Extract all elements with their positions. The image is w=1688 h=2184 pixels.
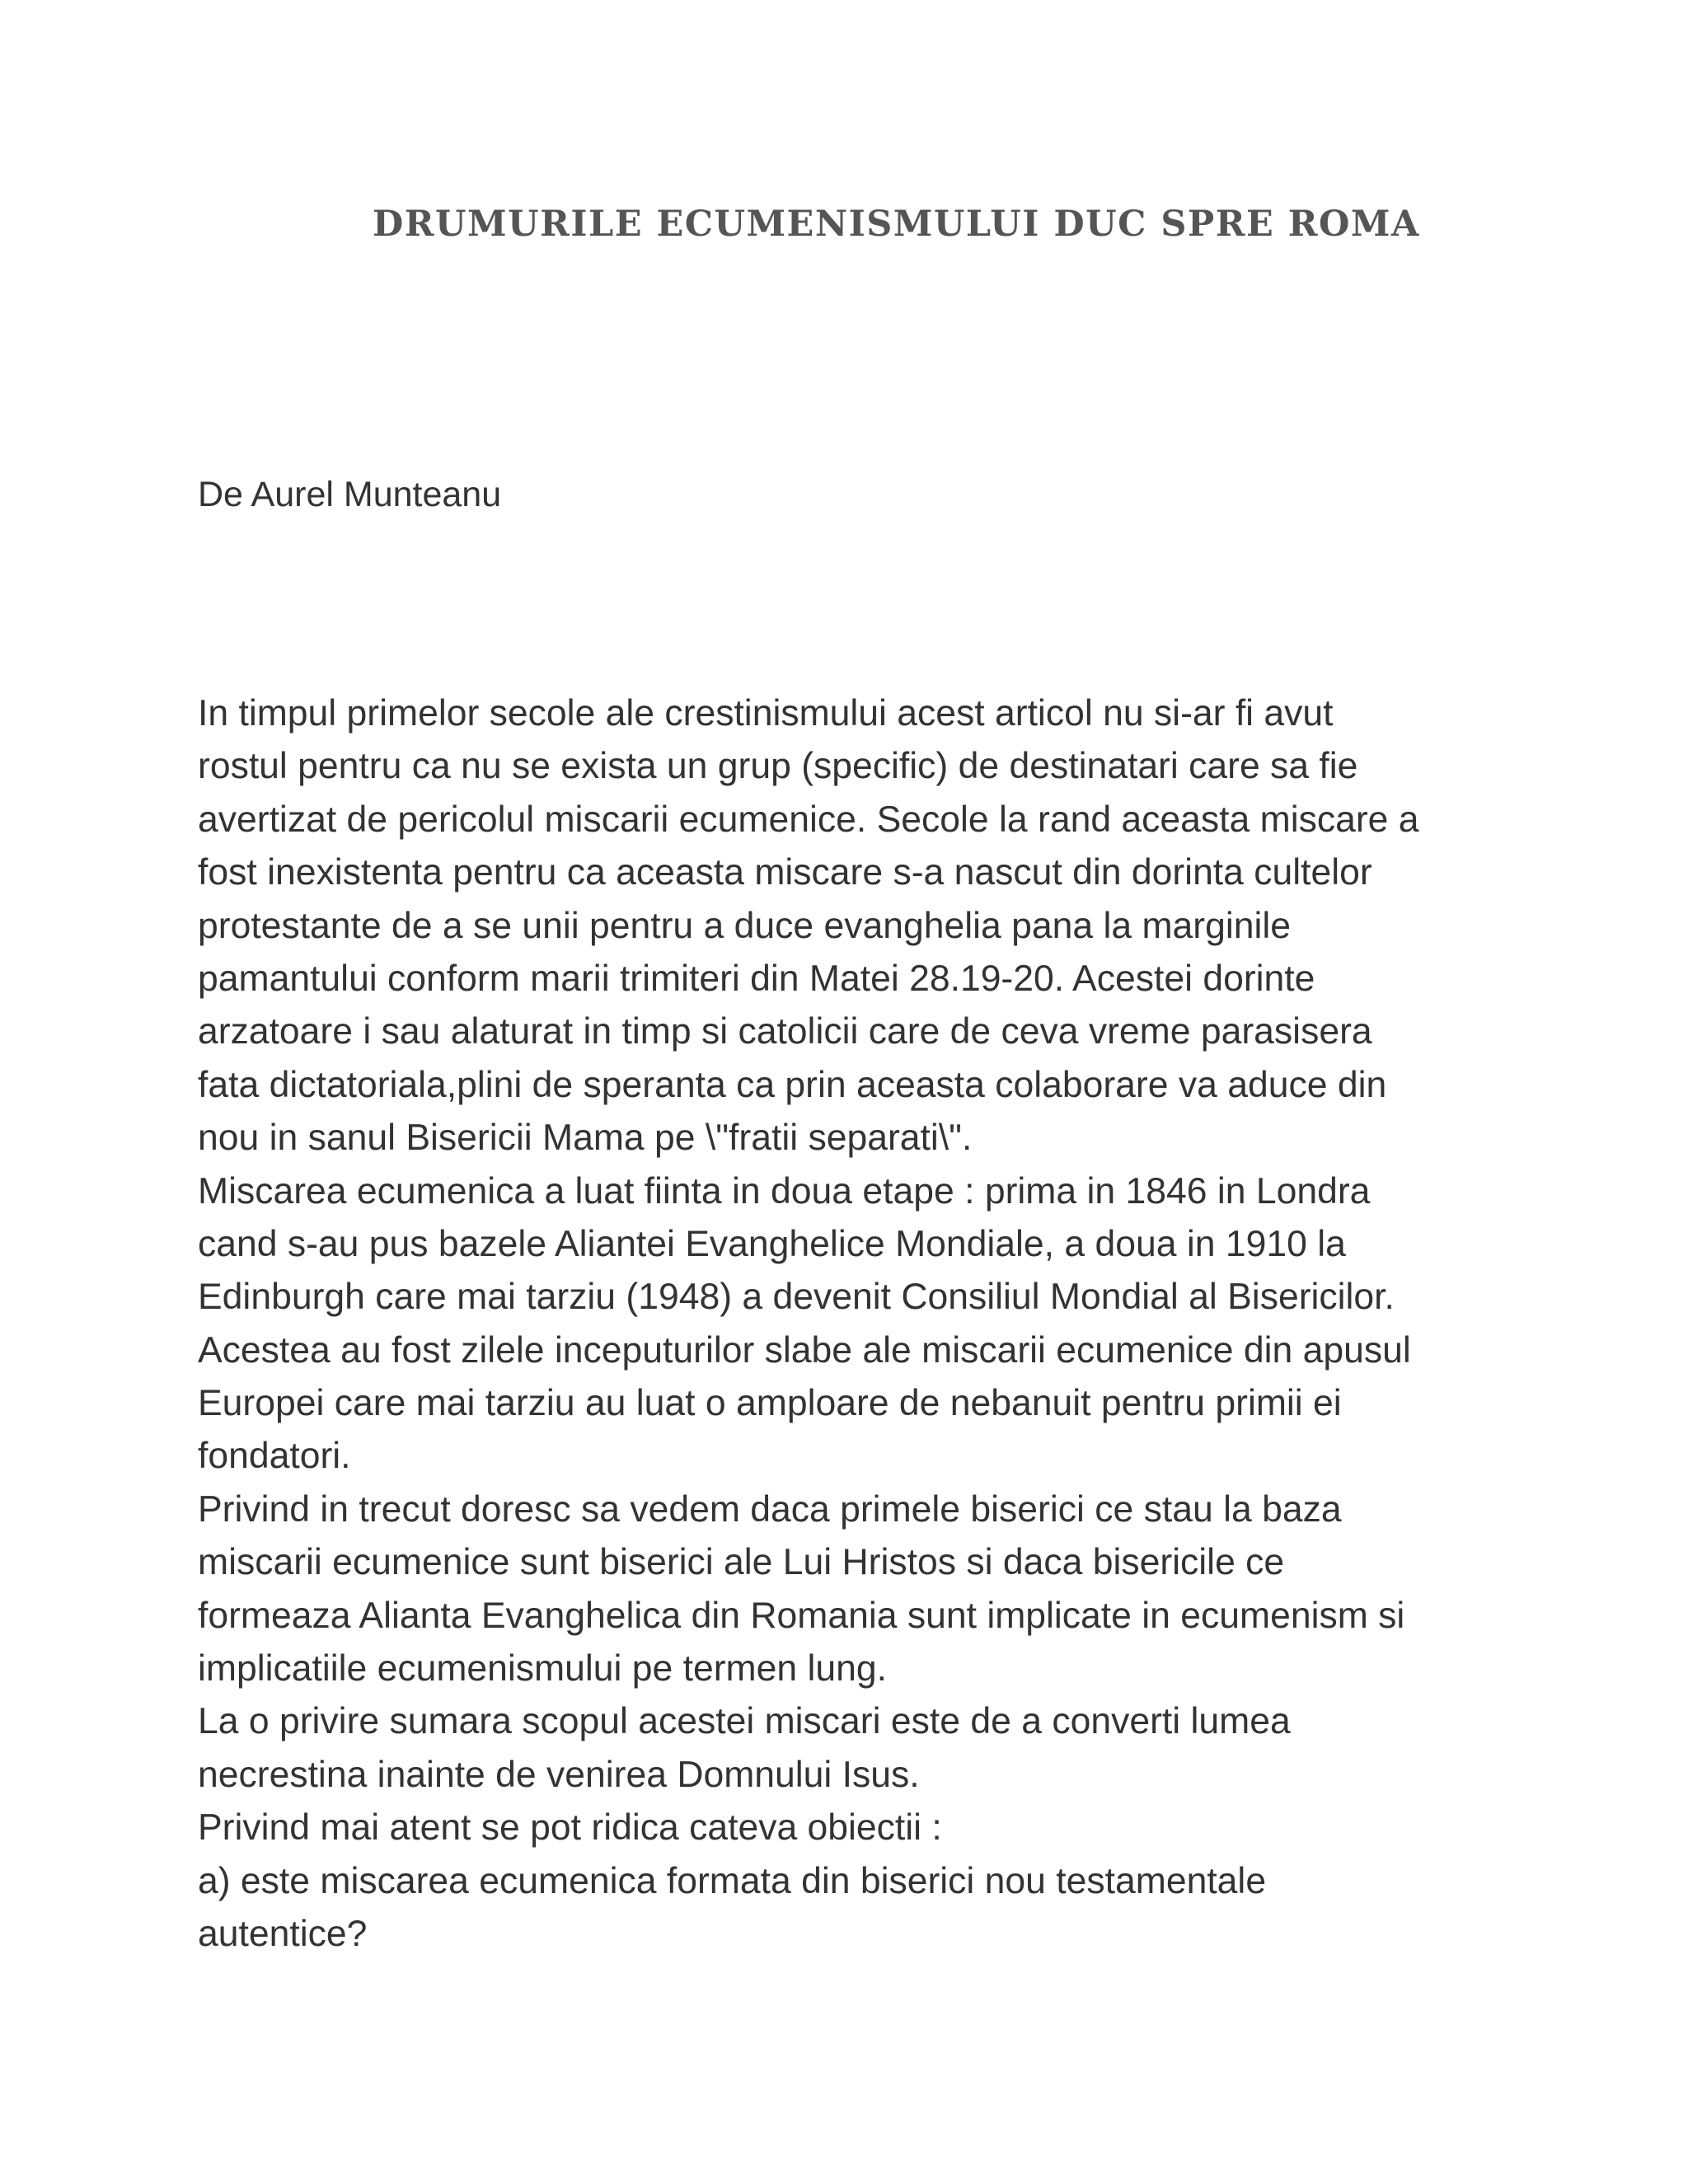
- body-line: formeaza Alianta Evanghelica din Romania sunt implicate in ecumenism si: [198, 1595, 1405, 1636]
- document-title: DRUMURILE ECUMENISMULUI DUC SPRE ROMA: [373, 204, 1420, 245]
- body-line: fondatori.: [198, 1436, 351, 1477]
- document-author: De Aurel Munteanu: [198, 475, 502, 514]
- body-line: Miscarea ecumenica a luat fiinta in doua etape : prima in 1846 in Londra: [198, 1170, 1371, 1212]
- body-line: cand s-au pus bazele Aliantei Evanghelice Mondiale, a doua in 1910 la: [198, 1223, 1346, 1264]
- body-line: Europei care mai tarziu au luat o amploare de nebanuit pentru primii ei: [198, 1383, 1342, 1424]
- body-line: Edinburgh care mai tarziu (1948) a devenit Consiliul Mondial al Bisericilor.: [198, 1277, 1395, 1318]
- body-line: Privind mai atent se pot ridica cateva obiectii :: [198, 1807, 942, 1849]
- body-line: necrestina inainte de venirea Domnului Isus.: [198, 1754, 920, 1795]
- body-line: fata dictatoriala,plini de speranta ca prin aceasta colaborare va aduce din: [198, 1064, 1387, 1105]
- body-line: nou in sanul Bisericii Mama pe \"fratii separati\".: [198, 1118, 973, 1159]
- body-line: a) este miscarea ecumenica formata din biserici nou testamentale: [198, 1860, 1267, 1901]
- body-line: implicatiile ecumenismului pe termen lung.: [198, 1648, 887, 1690]
- body-line: La o privire sumara scopul acestei miscari este de a converti lumea: [198, 1701, 1291, 1742]
- body-line: avertizat de pericolul miscarii ecumenice. Secole la rand aceasta miscare a: [198, 799, 1419, 840]
- body-line: rostul pentru ca nu se exista un grup (specific) de destinatari care sa fie: [198, 746, 1358, 787]
- body-line: In timpul primelor secole ale crestinismului acest articol nu si-ar fi avut: [198, 693, 1334, 733]
- body-line: Acestea au fost zilele inceputurilor slabe ale miscarii ecumenice din apusul: [198, 1329, 1411, 1371]
- body-line: Privind in trecut doresc sa vedem daca primele biserici ce stau la baza: [198, 1488, 1342, 1530]
- body-line: protestante de a se unii pentru a duce evanghelia pana la marginile: [198, 905, 1292, 946]
- body-line: pamantului conform marii trimiteri din Matei 28.19-20. Acestei dorinte: [198, 958, 1315, 999]
- body-line: fost inexistenta pentru ca aceasta miscare s-a nascut din dorinta cultelor: [198, 852, 1372, 893]
- body-line: autentice?: [198, 1913, 368, 1954]
- body-line: arzatoare i sau alaturat in timp si catolicii care de ceva vreme parasisera: [198, 1011, 1372, 1052]
- document-body: [198, 687, 1533, 1961]
- body-line: miscarii ecumenice sunt biserici ale Lui Hristos si daca bisericile ce: [198, 1542, 1285, 1583]
